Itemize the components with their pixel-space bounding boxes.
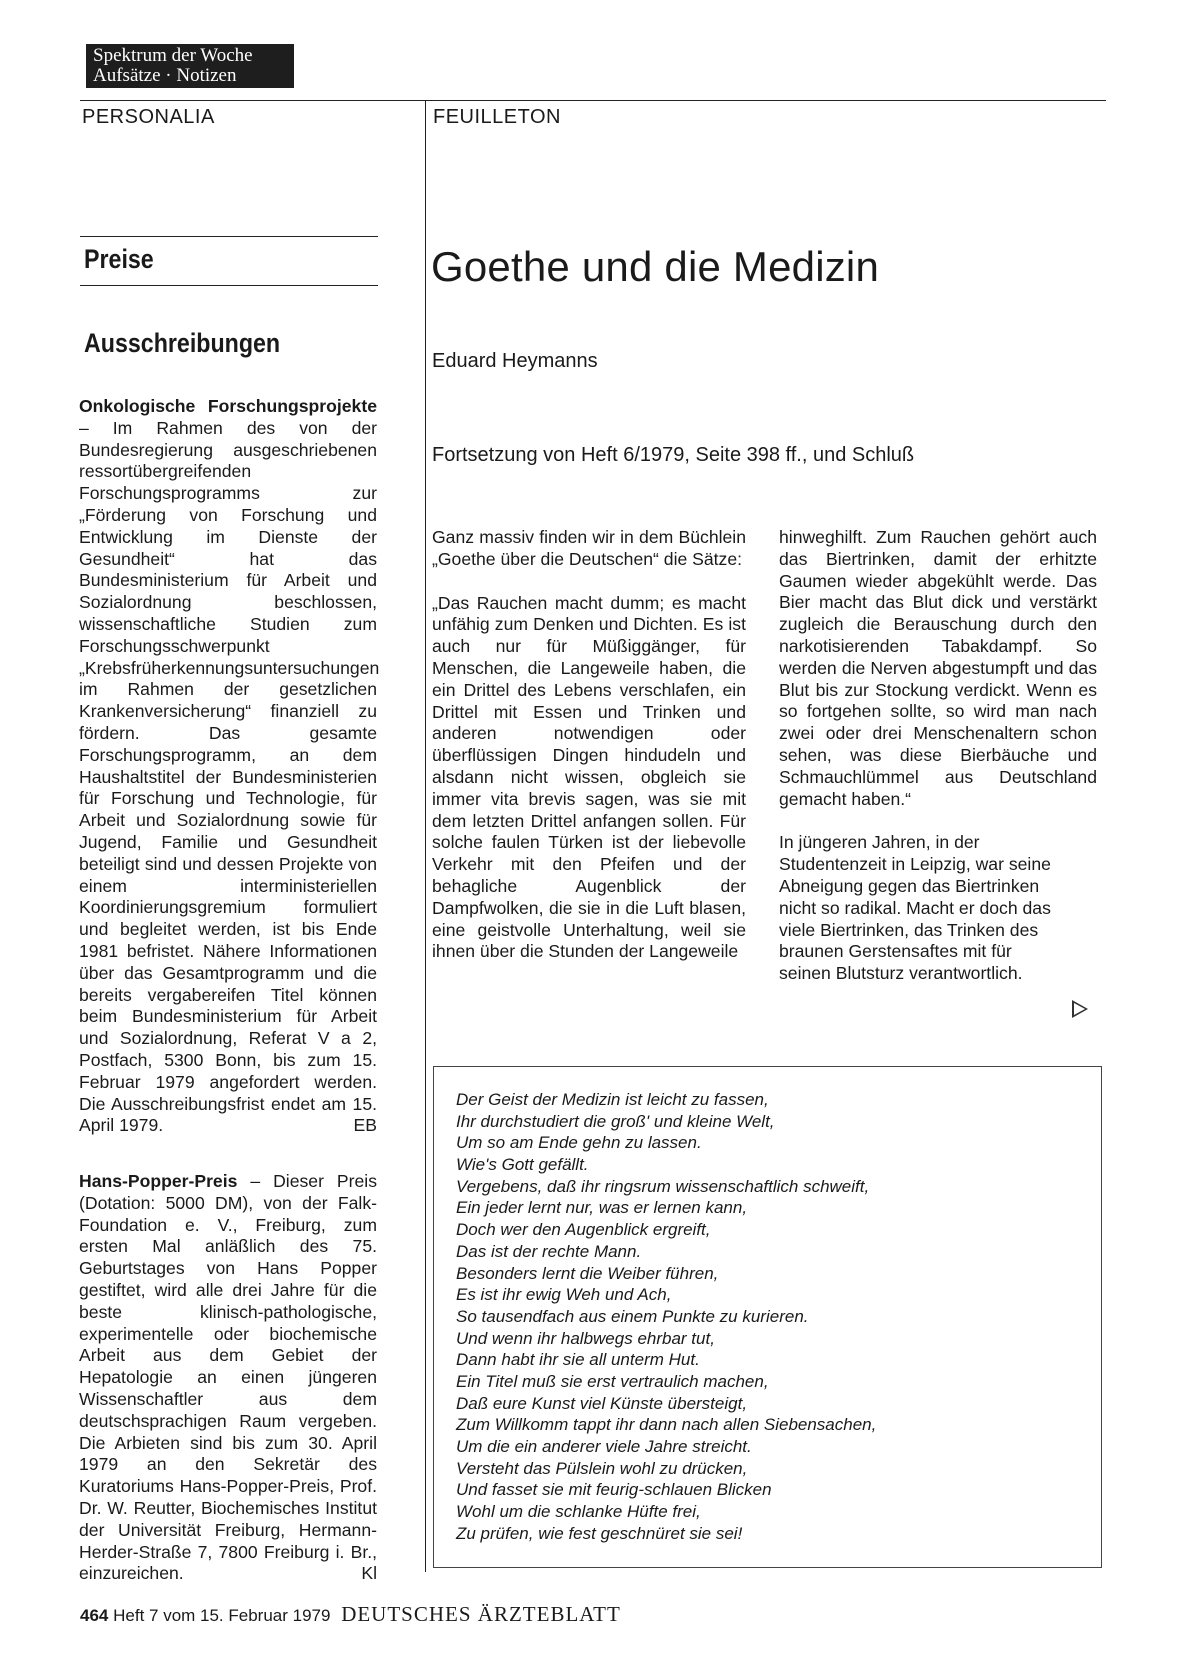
article-column-2	[779, 527, 1097, 985]
article-paragraph: Ganz massiv finden wir in dem Büchlein „Goethe über die Deutschen“ die Sätze:	[432, 527, 746, 569]
article-paragraph: hinweghilft. Zum Rauchen gehört auch das Biertrinken, damit der erhitzte Gaumen wieder abgekühlt werde. Das Bier macht das Blut dick und verstärkt zugleich die Berauschung durch den narkotisierenden Tabakdampf. So werden die Nerven abgestumpft und das Blut bis zur Stockung verdickt. Wenn es so fortgehen sollte, so wird man nach zwei oder drei Menschenaltern schon sehen, was diese Bierbäuche und Schmauchlümmel aus Deutschland gemacht haben.“	[779, 527, 1097, 809]
magazine-name: DEUTSCHES ÄRZTEBLATT	[341, 1602, 621, 1626]
badge-line-2: Aufsätze · Notizen	[93, 65, 237, 86]
poem-line: Doch wer den Augenblick ergreift,	[456, 1220, 711, 1240]
article-column-1	[432, 527, 746, 963]
page-number: 464	[80, 1606, 109, 1625]
poem-line: Der Geist der Medizin ist leicht zu fassen,	[456, 1090, 769, 1109]
article-paragraph: „Das Rauchen macht dumm; es macht unfähig zum Denken und Dichten. Es ist auch nur für Müßiggänger, für Menschen, die Langeweile haben, die ein Drittel des Lebens verschlafen, ein Drittel mit Essen und Trinken und anderen notwendigen oder überflüssigen Dingen hindudeln und alsdann nicht wissen, obgleich sie immer vita brevis sagen, was sie mit dem letzten Drittel anfangen sollen. Für solche faulen Türken ist der liebevolle Verkehr mit den Pfeifen und der behagliche Augenblick der Dampfwolken, die sie in die Luft blasen, eine geistvolle Unterhaltung, weil sie ihnen über die Stunden der Langeweile	[432, 592, 746, 962]
continue-arrow-icon	[1072, 1000, 1088, 1018]
section-label-feuilleton: FEUILLETON	[433, 106, 561, 128]
poem-line: Ein jeder lernt nur, was er lernen kann,	[456, 1198, 748, 1218]
heading-ausschreibungen: Ausschreibungen	[84, 328, 281, 358]
poem-line: Wie's Gott gefällt.	[456, 1155, 589, 1175]
poem-line: Um so am Ende gehn zu lassen.	[456, 1133, 702, 1153]
author-signature: Kl	[361, 1563, 377, 1584]
poem-line: Es ist ihr ewig Weh und Ach,	[456, 1285, 672, 1305]
item-hans-popper-preis	[79, 1171, 377, 1585]
poem-quote	[456, 1089, 876, 1544]
item-title: Onkologische Forschungsprojekte	[79, 396, 377, 416]
poem-line: Das ist der rechte Mann.	[456, 1241, 642, 1261]
personalia-column	[79, 396, 380, 1585]
poem-line: Vergebens, daß ihr ringsrum wissenschaftlich schweift,	[456, 1176, 870, 1196]
poem-line: Besonders lernt die Weiber führen,	[456, 1263, 719, 1283]
poem-line: Um die ein anderer viele Jahre streicht.	[456, 1437, 752, 1456]
page-footer	[80, 1602, 621, 1627]
preise-rule-bottom	[80, 285, 378, 286]
issue-info: Heft 7 vom 15. Februar 1979	[113, 1606, 331, 1625]
item-body: – Dieser Preis (Dotation: 5000 DM), von der Falk-Foundation e. V., Freiburg, zum ersten Mal anläßlich des 75. Geburtstages von Hans Popper gestiftet, wird alle drei Jahre für die beste klinisch-pathologische, experimentelle oder biochemische Arbeit aus dem Gebiet der Hepatologie an einen jüngeren Wissenschaftler aus dem deutschsprachigen Raum vergeben. Die Arbieten sind bis zum 30. April 1979 an den Sekretär des Kuratoriums Hans-Popper-Preis, Prof. Dr. W. Reutter, Biochemisches Institut der Universität Freiburg, Hermann-Herder-Straße 7, 7800 Freiburg i. Br., einzureichen.	[79, 1171, 377, 1584]
item-onkologische	[79, 396, 380, 1137]
author-signature: EB	[353, 1115, 377, 1136]
poem-line: Daß eure Kunst viel Künste übersteigt,	[456, 1393, 748, 1413]
section-label-personalia: PERSONALIA	[82, 106, 215, 128]
continuation-note: Fortsetzung von Heft 6/1979, Seite 398 ff., und Schluß	[432, 444, 915, 466]
item-body: – Im Rahmen des von der Bundesregierung ausgeschriebenen ressortübergreifenden Forschungsprogramms zur „Förderung von Forschung und Entwicklung im Dienste der Gesundheit“ hat das Bundesministerium für Arbeit und Sozialordnung beschlossen, wissenschaftliche Studien zum Forschungsschwerpunkt „Krebsfrüherkennungsuntersuchungen im Rahmen der gesetzlichen Krankenversicherung“ finanziell zu fördern. Das gesamte Forschungsprogramm, an dem Haushaltstitel der Bundesministerien für Forschung und Technologie, für Arbeit und Sozialordnung sowie für Jugend, Familie und Gesundheit beteiligt sind und dessen Projekte von einem interministeriellen Koordinierungsgremium formuliert und begleitet werden, ist bis Ende 1981 befristet. Nähere Informationen über das Gesamtprogramm und die bereits vergabereifen Titel können beim Bundesministerium für Arbeit und Sozialordnung, Referat V a 2, Postfach, 5300 Bonn, bis zum 15. Februar 1979 angefordert werden. Die Ausschreibungsfrist endet am 15. April 1979.	[79, 417, 380, 1136]
section-badge	[86, 44, 294, 88]
poem-line: Wohl um die schlanke Hüfte frei,	[456, 1502, 701, 1522]
item-title: Hans-Popper-Preis	[79, 1171, 238, 1192]
poem-line: Versteht das Pülslein wohl zu drücken,	[456, 1458, 748, 1478]
poem-line: Ein Titel muß sie erst vertraulich machen,	[456, 1371, 769, 1391]
article-paragraph: In jüngeren Jahren, in der Studentenzeit in Leipzig, war seine Abneigung gegen das Biertrinken nicht so radikal. Macht er doch das viele Biertrinken, das Trinken des braunen Gerstensaftes mit für seinen Blutsturz verantwortlich.	[779, 832, 1051, 984]
article-author: Eduard Heymanns	[432, 350, 598, 372]
badge-line-1: Spektrum der Woche	[93, 45, 253, 66]
heading-preise: Preise	[84, 244, 154, 274]
poem-line: Und fasset sie mit feurig-schlauen Blicken	[456, 1480, 772, 1500]
article-title: Goethe und die Medizin	[431, 243, 880, 290]
poem-line: Ihr durchstudiert die groß' und kleine Welt,	[456, 1111, 775, 1131]
column-divider	[425, 100, 426, 1572]
poem-line: Zu prüfen, wie fest geschnüret sie sei!	[456, 1523, 743, 1543]
poem-line: Dann habt ihr sie all unterm Hut.	[456, 1350, 700, 1370]
poem-line: Zum Willkomm tappt ihr dann nach allen Siebensachen,	[456, 1415, 877, 1435]
preise-rule-top	[80, 236, 378, 237]
top-rule	[80, 100, 1106, 101]
poem-line: Und wenn ihr halbwegs ehrbar tut,	[456, 1328, 715, 1348]
poem-line: So tausendfach aus einem Punkte zu kurieren.	[456, 1306, 809, 1326]
